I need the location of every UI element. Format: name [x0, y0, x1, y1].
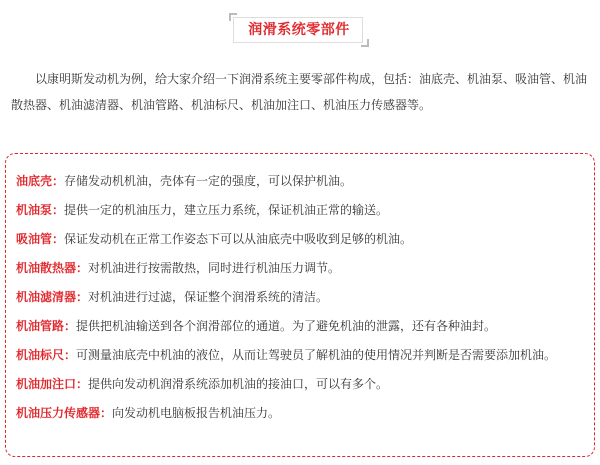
part-term: 机油散热器：	[16, 261, 89, 275]
section-title: 润滑系统零部件	[248, 22, 350, 38]
part-item-oil-filter	[16, 283, 584, 312]
part-term: 机油管路：	[16, 319, 77, 333]
part-item-pressure-sensor	[16, 399, 584, 428]
part-term: 机油加注口：	[16, 377, 89, 391]
part-description: 存储发动机机油，壳体有一定的强度，可以保护机油。	[64, 174, 353, 188]
part-term: 机油压力传感器：	[16, 406, 113, 420]
part-term: 机油泵：	[16, 203, 65, 217]
part-description: 提供向发动机润滑系统添加机油的接油口，可以有多个。	[88, 377, 389, 391]
part-item-dipstick	[16, 341, 584, 370]
part-description: 提供把机油输送到各个润滑部位的通道。为了避免机油的泄露，还有各种油封。	[76, 319, 497, 333]
parts-list-box	[5, 153, 595, 457]
part-description: 保证发动机在正常工作姿态下可以从油底壳中吸收到足够的机油。	[64, 232, 413, 246]
part-description: 可测量油底壳中机油的液位，从而让驾驶员了解机油的使用情况并判断是否需要添加机油。	[76, 348, 557, 362]
part-item-oil-pan	[16, 167, 584, 196]
part-description: 对机油进行按需散热，同时进行机油压力调节。	[88, 261, 341, 275]
part-item-filler-port	[16, 370, 584, 399]
part-term: 吸油管：	[16, 232, 65, 246]
part-item-oil-lines	[16, 312, 584, 341]
intro-paragraph: 以康明斯发动机为例，给大家介绍一下润滑系统主要零部件构成，包括：油底壳、机油泵、吸油管、机油散热器、机油滤清器、机油管路、机油标尺、机油加注口、机油压力传感器等。	[11, 72, 588, 112]
section-title-badge	[229, 13, 369, 47]
part-item-oil-cooler	[16, 254, 584, 283]
part-item-oil-pump	[16, 196, 584, 225]
part-description: 向发动机电脑板报告机油压力。	[112, 406, 281, 420]
part-description: 提供一定的机油压力，建立压力系统，保证机油正常的输送。	[64, 203, 389, 217]
part-item-suction-pipe	[16, 225, 584, 254]
part-description: 对机油进行过滤，保证整个润滑系统的清洁。	[88, 290, 329, 304]
part-term: 机油标尺：	[16, 348, 77, 362]
part-term: 机油滤清器：	[16, 290, 89, 304]
part-term: 油底壳：	[16, 174, 65, 188]
